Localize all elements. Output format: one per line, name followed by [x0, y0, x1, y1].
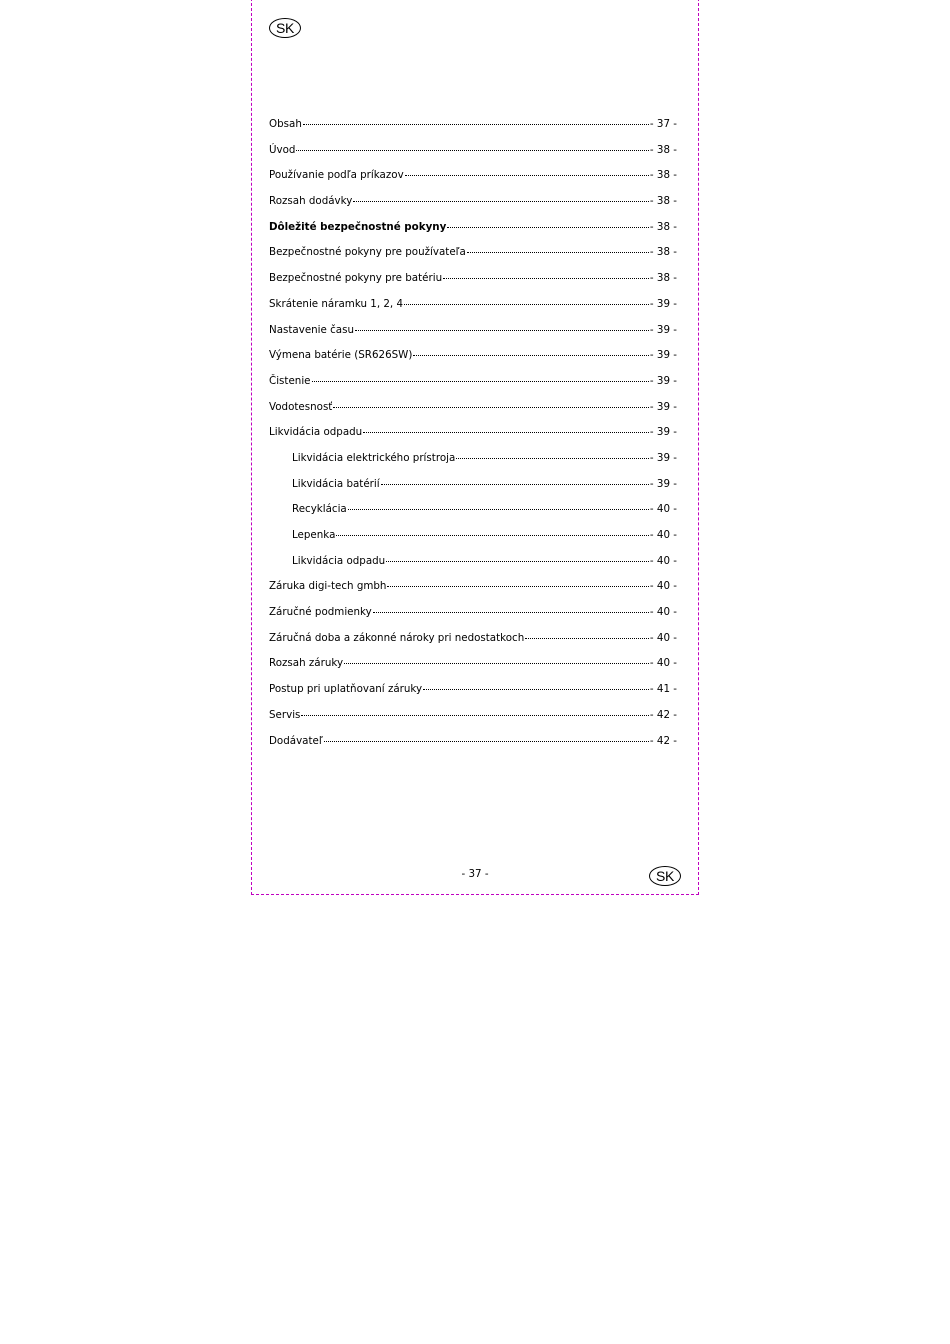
toc-entry-page: - 39 - — [649, 426, 677, 439]
toc-leader-dots — [405, 175, 649, 176]
toc-leader-dots — [456, 458, 649, 459]
toc-entry-page: - 41 - — [649, 683, 677, 696]
toc-entry-title: Dodávateľ — [269, 734, 323, 747]
toc-entry-title: Záručná doba a zákonné nároky pri nedostatkoch — [269, 631, 525, 644]
toc-entry-page: - 39 - — [649, 349, 677, 362]
toc-entry-title: Likvidácia odpadu — [269, 426, 363, 439]
toc-entry-page: - 40 - — [649, 580, 677, 593]
toc-leader-dots — [467, 252, 649, 253]
toc-leader-dots — [303, 124, 649, 125]
toc-entry-title: Rozsah záruky — [269, 657, 344, 670]
toc-entry-page: - 37 - — [649, 118, 677, 130]
toc-leader-dots — [404, 304, 649, 305]
toc-entry-title: Skrátenie náramku 1, 2, 4 — [269, 297, 404, 310]
toc-entry-title: Dôležité bezpečnostné pokyny — [269, 220, 447, 233]
toc-leader-dots — [336, 535, 649, 536]
toc-leader-dots — [344, 663, 649, 664]
toc-entry[interactable] — [269, 478, 677, 504]
toc-entry-title: Nastavenie času — [269, 323, 355, 336]
toc-leader-dots — [373, 612, 649, 613]
toc-entry-page: - 38 - — [649, 246, 677, 259]
toc-entry-title: Záručné podmienky — [269, 606, 372, 619]
toc-entry[interactable] — [269, 426, 677, 452]
toc-entry-page: - 39 - — [649, 323, 677, 336]
toc-entry[interactable] — [269, 118, 677, 144]
toc-entry-page: - 42 - — [649, 734, 677, 747]
toc-leader-dots — [312, 381, 649, 382]
toc-leader-dots — [363, 432, 649, 433]
toc-entry-page: - 40 - — [649, 657, 677, 670]
page-number: - 37 - — [461, 868, 489, 880]
toc-entry-page: - 39 - — [649, 451, 677, 464]
toc-entry-title: Postup pri uplatňovaní záruky — [269, 683, 423, 696]
toc-entry-page: - 42 - — [649, 708, 677, 721]
toc-entry-title: Vodotesnosť — [269, 400, 333, 413]
toc-leader-dots — [333, 407, 649, 408]
toc-leader-dots — [348, 509, 649, 510]
toc-entry[interactable] — [269, 221, 677, 247]
toc-leader-dots — [355, 330, 649, 331]
toc-entry-page: - 38 - — [649, 169, 677, 182]
toc-leader-dots — [324, 741, 649, 742]
toc-entry[interactable] — [269, 452, 677, 478]
toc-entry[interactable] — [269, 169, 677, 195]
toc-entry[interactable] — [269, 657, 677, 683]
toc-entry-title: Čistenie — [269, 374, 311, 387]
toc-entry[interactable] — [269, 709, 677, 735]
toc-entry-page: - 39 - — [649, 400, 677, 413]
toc-entry-page: - 39 - — [649, 297, 677, 310]
toc-entry[interactable] — [269, 375, 677, 401]
toc-entry[interactable] — [269, 144, 677, 170]
toc-entry-title: Likvidácia odpadu — [292, 554, 386, 567]
toc-leader-dots — [296, 150, 648, 151]
toc-entry-title: Rozsah dodávky — [269, 195, 353, 208]
toc-entry[interactable] — [269, 580, 677, 606]
toc-leader-dots — [443, 278, 649, 279]
toc-leader-dots — [387, 586, 648, 587]
toc-entry[interactable] — [269, 401, 677, 427]
toc-entry-page: - 39 - — [649, 477, 677, 490]
language-badge-top: SK — [269, 18, 301, 38]
toc-entry-page: - 38 - — [649, 143, 677, 156]
toc-entry-title: Bezpečnostné pokyny pre používateľa — [269, 246, 466, 259]
toc-entry-page: - 38 - — [649, 195, 677, 208]
toc-entry-page: - 40 - — [649, 503, 677, 516]
toc-entry-page: - 40 - — [649, 606, 677, 619]
toc-entry[interactable] — [269, 349, 677, 375]
toc-entry-title: Výmena batérie (SR626SW) — [269, 349, 413, 362]
toc-entry-page: - 40 - — [649, 554, 677, 567]
toc-entry-title: Servis — [269, 708, 301, 721]
toc-entry-title: Používanie podľa príkazov — [269, 169, 404, 182]
toc-leader-dots — [353, 201, 649, 202]
table-of-contents — [269, 118, 677, 760]
toc-entry[interactable] — [269, 606, 677, 632]
toc-entry-title: Likvidácia batérií — [292, 477, 380, 490]
toc-entry-page: - 38 - — [649, 272, 677, 285]
toc-entry[interactable] — [269, 683, 677, 709]
toc-entry-title: Recyklácia — [292, 503, 347, 516]
toc-entry[interactable] — [269, 503, 677, 529]
toc-entry-title: Záruka digi-tech gmbh — [269, 580, 387, 593]
toc-entry[interactable] — [269, 735, 677, 761]
toc-entry-title: Likvidácia elektrického prístroja — [292, 451, 456, 464]
toc-entry[interactable] — [269, 529, 677, 555]
toc-entry[interactable] — [269, 324, 677, 350]
toc-entry-title: Lepenka — [292, 529, 336, 541]
toc-entry[interactable] — [269, 555, 677, 581]
toc-entry-page: - 38 - — [649, 220, 677, 233]
toc-entry[interactable] — [269, 298, 677, 324]
toc-leader-dots — [386, 561, 649, 562]
toc-entry-title: Bezpečnostné pokyny pre batériu — [269, 272, 443, 285]
language-badge-bottom: SK — [649, 866, 681, 886]
toc-entry-page: - 40 - — [649, 529, 677, 541]
toc-leader-dots — [413, 355, 649, 356]
toc-leader-dots — [301, 715, 648, 716]
toc-entry[interactable] — [269, 246, 677, 272]
toc-entry-title: Úvod — [269, 143, 296, 156]
toc-entry[interactable] — [269, 272, 677, 298]
toc-entry-page: - 39 - — [649, 374, 677, 387]
toc-leader-dots — [447, 227, 649, 228]
toc-entry[interactable] — [269, 632, 677, 658]
toc-entry-page: - 40 - — [649, 631, 677, 644]
toc-leader-dots — [381, 484, 649, 485]
toc-leader-dots — [423, 689, 649, 690]
toc-entry-title: Obsah — [269, 118, 302, 130]
toc-entry[interactable] — [269, 195, 677, 221]
toc-leader-dots — [525, 638, 649, 639]
